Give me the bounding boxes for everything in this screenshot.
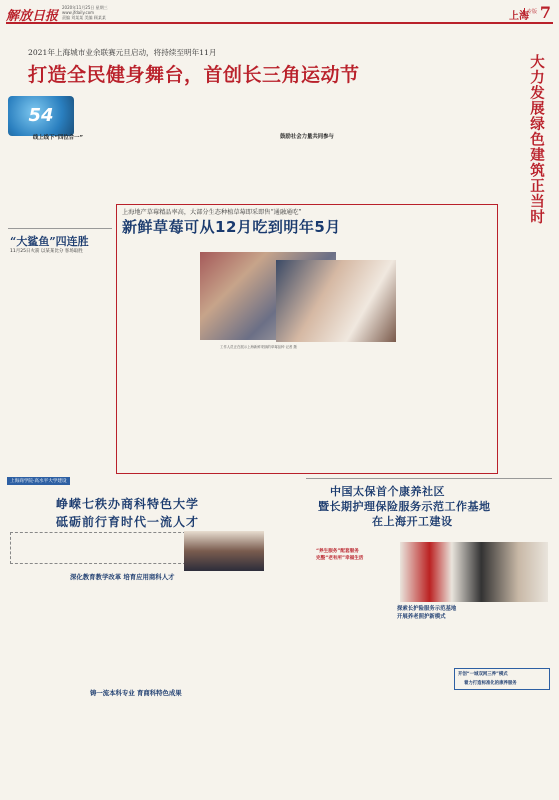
- meta-editor: 责编 刘某某 美编 顾某某: [62, 15, 106, 20]
- insurance-box-head-2: 着力打造标准化的康养服务: [464, 681, 517, 686]
- commerce-band: 上海商学院·高水平大学建设: [7, 477, 70, 485]
- insurance-box-head-1: 开创“一城双网三养”模式: [458, 672, 508, 677]
- lead-body-col: [346, 86, 418, 196]
- vertical-headline: 大力发展绿色建筑正当时: [528, 54, 544, 225]
- commerce-subhead-1: 深化教育教学改革 培育应用商科人才: [70, 573, 175, 581]
- lead-subhead-2: 鼓励社会力量共同参与: [280, 134, 334, 140]
- lead-body-col: [118, 86, 188, 196]
- commerce-body: [8, 582, 96, 686]
- event-logo: 54: [8, 96, 74, 136]
- commerce-body: [192, 698, 300, 794]
- strawberry-body: [340, 252, 414, 470]
- lead-subhead-1: 线上线下“四位合一”: [32, 135, 84, 141]
- commerce-intro-box: [10, 532, 186, 564]
- insurance-headline-2: 暨长期护理保险服务示范工作基地: [318, 500, 491, 513]
- sports-body: [8, 258, 112, 472]
- section-sub: 专版: [524, 8, 537, 15]
- insurance-subhead-1: 探索长护险服务示范基地: [397, 606, 457, 612]
- sports-headline: “大鲨鱼”四连胜: [10, 235, 89, 248]
- section-name: 上海: [509, 11, 529, 22]
- meta-date: 2020年11月25日 星期三: [62, 5, 108, 10]
- lead-body-col: [8, 142, 108, 222]
- lead-kicker: 2021年上海城市业余联赛元旦启动，将持续至明年11月: [28, 48, 217, 57]
- lead-body-col: [192, 86, 262, 196]
- commerce-headline-1: 峥嵘七秩办商科特色大学: [56, 497, 200, 511]
- insurance-body: [310, 566, 394, 794]
- lead-headline: 打造全民健身舞台，首创长三角运动节: [28, 64, 360, 86]
- newspaper-logo: 解放日报: [6, 9, 59, 24]
- commerce-body: [100, 698, 188, 794]
- commerce-headline-2: 砥砺前行育时代一流人才: [56, 515, 200, 529]
- commerce-subhead-2: 铸一流本科专业 育商科特色成果: [90, 689, 182, 697]
- strawberry-kicker: 上海地产草莓精品率高，大部分生态种植草莓即采即售“通融通吃”: [122, 209, 302, 216]
- strawberry-body: [122, 248, 196, 470]
- insurance-body: [398, 622, 450, 794]
- commerce-body: [8, 698, 96, 794]
- insurance-photo: [400, 542, 548, 602]
- insurance-headline-3: 在上海开工建设: [372, 515, 453, 528]
- meta-url: www.jfdaily.com: [62, 10, 95, 15]
- insurance-inner-2: 完整“老有所”幸福生活: [316, 556, 364, 561]
- page-number: 7: [539, 3, 551, 22]
- lead-body-col: [422, 46, 496, 196]
- lead-body-col: [268, 86, 342, 196]
- strawberry-headline: 新鲜草莓可从12月吃到明年5月: [122, 218, 341, 236]
- divider: [8, 228, 112, 229]
- divider: [306, 478, 552, 479]
- insurance-body: [454, 694, 550, 794]
- insurance-inner-1: “养生服务”配套服务: [316, 549, 359, 554]
- strawberry-body: [270, 352, 336, 470]
- insurance-body: [454, 608, 550, 666]
- commerce-body: [100, 582, 188, 686]
- vertical-article: [501, 54, 551, 454]
- commerce-photo: [184, 531, 264, 571]
- masthead-meta: [62, 5, 122, 20]
- strawberry-body: [200, 352, 266, 470]
- insurance-subhead-2: 开展养老照护新模式: [397, 614, 446, 620]
- insurance-headline-1: 中国太保首个康养社区: [330, 485, 445, 498]
- commerce-body: [192, 582, 264, 686]
- photo-caption: 工作人员正在展示上海新鲜采摘的草莓品种 记者 摄: [220, 345, 297, 349]
- sports-subline: 11月25日火箭 以某某比分 客场取胜: [10, 249, 83, 254]
